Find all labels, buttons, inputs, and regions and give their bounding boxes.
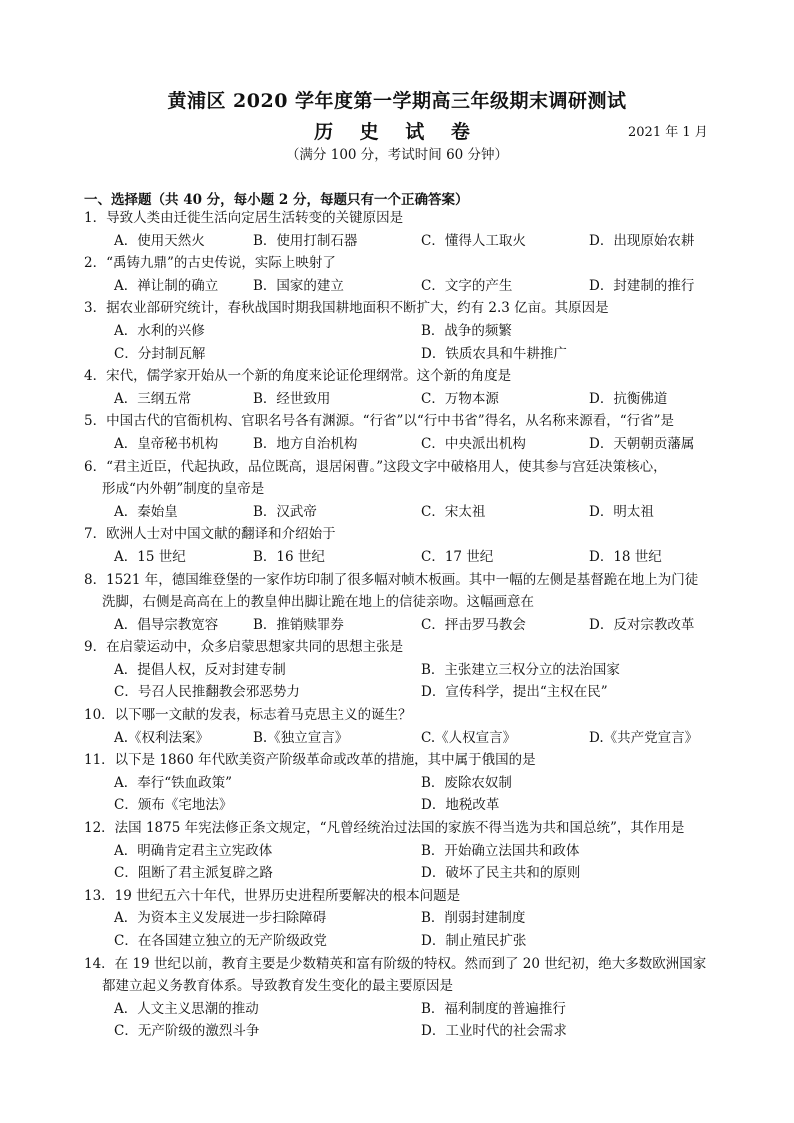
answer-option: C．17 世纪 — [421, 548, 494, 565]
question-stem: 5．中国古代的官衙机构、官职名号各有渊源。“行省”以“行中书省”得名，从名称来源看，“行省”是 — [84, 413, 674, 430]
answer-option: D．天朝朝贡藩属 — [589, 435, 695, 452]
answer-option: C．中央派出机构 — [421, 435, 526, 452]
answer-option: B．经世致用 — [253, 390, 331, 407]
question-stem: 6．“君主近臣，代起执政，品位既高，退居闲曹。”这段文字中破格用人，使其参与宫廷决策核心， — [84, 458, 667, 475]
answer-option: C.《人权宣言》 — [421, 729, 517, 746]
option-row — [84, 930, 724, 953]
answer-option: A．皇帝秘书机构 — [114, 435, 219, 452]
answer-option: D．明太祖 — [589, 503, 654, 520]
answer-option: A．使用天然火 — [114, 232, 205, 249]
answer-option: D．铁质农具和牛耕推广 — [421, 345, 567, 362]
option-row — [84, 1020, 724, 1043]
question-stem: 12．法国 1875 年宪法修正条文规定，“凡曾经统治过法国的家族不得当选为共和国总统”，其作用是 — [84, 820, 685, 837]
answer-option: C．无产阶级的激烈斗争 — [114, 1023, 260, 1040]
option-row — [84, 862, 724, 885]
answer-option: C．宋太祖 — [421, 503, 486, 520]
answer-option: D.《共产党宣言》 — [589, 729, 699, 746]
answer-option: A．三纲五常 — [114, 390, 192, 407]
answer-option: C．颁布《宅地法》 — [114, 797, 233, 814]
question-stem: 14．在 19 世纪以前，教育主要是少数精英和富有阶级的特权。然而到了 20 世纪初，绝大多数欧洲国家 — [84, 955, 707, 972]
answer-option: C．文字的产生 — [421, 277, 513, 294]
answer-option: A．水利的兴修 — [114, 322, 205, 339]
question-5 — [84, 410, 724, 455]
exam-date: 2021 年 1 月 — [628, 125, 708, 140]
question-stem-continued: 都建立起义务教育体系。导致教育发生变化的最主要原因是 — [102, 978, 453, 995]
question-11 — [84, 749, 724, 817]
answer-option: B．推销赎罪券 — [253, 616, 344, 633]
option-row — [84, 275, 724, 298]
answer-option: D．破坏了民主共和的原则 — [421, 865, 581, 882]
answer-option: A．提倡人权，反对封建专制 — [114, 661, 286, 678]
question-stem: 11．以下是 1860 年代欧美资产阶级革命或改革的措施，其中属于俄国的是 — [84, 752, 536, 769]
question-6 — [84, 456, 724, 524]
option-row — [84, 998, 724, 1021]
question-4 — [84, 365, 724, 410]
option-row — [84, 907, 724, 930]
answer-option: C．抨击罗马教会 — [421, 616, 526, 633]
answer-option: A．奉行“铁血政策” — [114, 774, 233, 791]
answer-option: D．反对宗教改革 — [589, 616, 695, 633]
answer-option: B．汉武帝 — [253, 503, 317, 520]
question-stem: 4．宋代，儒学家开始从一个新的角度来论证伦理纲常。这个新的角度是 — [84, 368, 512, 385]
answer-option: C．阻断了君主派复辟之路 — [114, 865, 273, 882]
question-stem-continued: 形成“内外朝”制度的皇帝是 — [102, 481, 265, 498]
exam-subtitle: 历 史 试 卷 — [314, 121, 480, 143]
answer-option: A．禅让制的确立 — [114, 277, 219, 294]
answer-option: A．15 世纪 — [114, 548, 186, 565]
answer-option: A．人文主义思潮的推动 — [114, 1000, 259, 1017]
answer-option: B．16 世纪 — [253, 548, 325, 565]
question-stem-continued: 洗脚，右侧是高高在上的教皇伸出脚让跪在地上的信徒亲吻。这幅画意在 — [102, 594, 534, 611]
answer-option: C．懂得人工取火 — [421, 232, 526, 249]
question-stem: 1．导致人类由迁徙生活向定居生活转变的关键原因是 — [84, 210, 404, 226]
answer-option: D．工业时代的社会需求 — [421, 1023, 567, 1040]
answer-option: A．为资本主义发展进一步扫除障碍 — [114, 910, 327, 927]
answer-option: D．18 世纪 — [589, 548, 662, 565]
option-row — [84, 343, 724, 366]
question-12 — [84, 817, 724, 885]
question-stem: 2．“禹铸九鼎”的古史传说，实际上映射了 — [84, 255, 336, 272]
answer-option: D．出现原始农耕 — [589, 232, 695, 249]
question-list — [84, 207, 724, 1043]
option-row — [84, 388, 724, 411]
answer-option: A．明确肯定君主立宪政体 — [114, 842, 273, 859]
option-row — [84, 320, 724, 343]
answer-option: B．废除农奴制 — [421, 774, 512, 791]
answer-option: D．抗衡佛道 — [589, 390, 668, 407]
question-2 — [84, 252, 724, 297]
answer-option: D．地税改革 — [421, 797, 500, 814]
answer-option: B．国家的建立 — [253, 277, 344, 294]
answer-option: B．开始确立法国共和政体 — [421, 842, 580, 859]
answer-option: D．制止殖民扩张 — [421, 933, 527, 949]
answer-option: C．在各国建立独立的无产阶级政党 — [114, 933, 327, 949]
question-stem: 8．1521 年，德国维登堡的一家作坊印制了很多幅对帧木板画。其中一幅的左侧是基督跪在地上为门徒 — [84, 571, 699, 588]
answer-option: A．秦始皇 — [114, 503, 178, 520]
option-row — [84, 840, 724, 863]
answer-option: D．封建制的推行 — [589, 277, 695, 294]
question-3 — [84, 297, 724, 365]
question-7 — [84, 523, 724, 568]
question-9 — [84, 636, 724, 704]
answer-option: A.《权利法案》 — [114, 729, 210, 746]
answer-option: B．福利制度的普遍推行 — [421, 1000, 566, 1017]
exam-note: （满分 100 分，考试时间 60 分钟） — [285, 147, 509, 163]
question-8 — [84, 569, 724, 637]
answer-option: C．万物本源 — [421, 390, 499, 407]
question-stem: 9．在启蒙运动中，众多启蒙思想家共同的思想主张是 — [84, 639, 404, 656]
question-stem: 13．19 世纪五六十年代，世界历史进程所要解决的根本问题是 — [84, 887, 461, 904]
answer-option: D．宣传科学，提出“主权在民” — [421, 684, 608, 701]
question-stem: 3．据农业部研究统计，春秋战国时期我国耕地面积不断扩大，约有 2.3 亿亩。其原因是 — [84, 300, 609, 317]
answer-option: B．削弱封建制度 — [421, 910, 526, 927]
question-10 — [84, 704, 724, 749]
exam-title: 黄浦区 2020 学年度第一学期高三年级期末调研测试 — [167, 90, 627, 112]
answer-option: C．分封制瓦解 — [114, 345, 206, 362]
option-row — [84, 681, 724, 704]
answer-option: B．战争的频繁 — [421, 322, 512, 339]
answer-option: B．主张建立三权分立的法治国家 — [421, 661, 620, 678]
option-row — [84, 614, 724, 637]
option-row — [84, 501, 724, 524]
option-row — [84, 772, 724, 795]
section-heading: 一、选择题（共 40 分，每小题 2 分，每题只有一个正确答案） — [84, 192, 469, 208]
option-row — [84, 794, 724, 817]
question-1 — [84, 207, 724, 252]
option-row — [84, 546, 724, 569]
option-row — [84, 727, 724, 750]
question-stem: 10．以下哪一文献的发表，标志着马克思主义的诞生？ — [84, 707, 412, 724]
question-stem: 7．欧洲人士对中国文献的翻译和介绍始于 — [84, 526, 336, 543]
option-row — [84, 659, 724, 682]
answer-option: B．使用打制石器 — [253, 232, 358, 249]
question-14 — [84, 953, 724, 1043]
answer-option: C．号召人民推翻教会邪恶势力 — [114, 684, 300, 701]
answer-option: B.《独立宣言》 — [253, 729, 349, 746]
question-13 — [84, 885, 724, 953]
option-row — [84, 230, 724, 253]
answer-option: B．地方自治机构 — [253, 435, 358, 452]
option-row — [84, 433, 724, 456]
answer-option: A．倡导宗教宽容 — [114, 616, 219, 633]
